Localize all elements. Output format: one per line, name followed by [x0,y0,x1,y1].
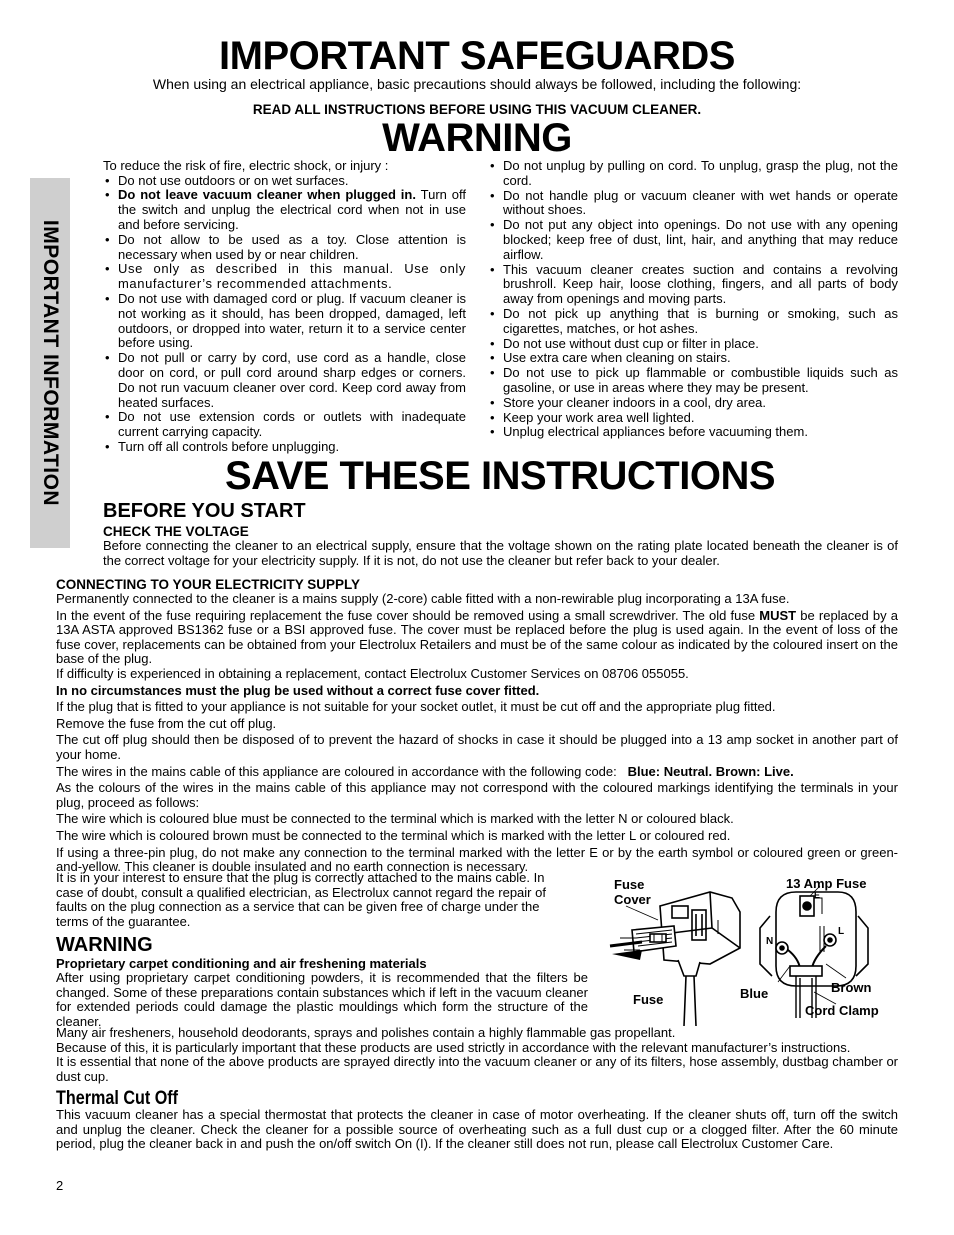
connecting-section [56,577,898,875]
list-item: • Do not leave vacuum cleaner when plugged in. Turn off the switch and unplug the electrical cord when not in use and before servicing. [103,188,466,232]
blue-wire-label: Blue [740,986,769,1001]
list-item: • Do not pull or carry by cord, use cord as a handle, close door on cord, or pull cord around sharp edges or corners. Do not run vacuum cleaner over cord. Keep cord away from heated surfaces. [103,351,466,410]
thermal-text: This vacuum cleaner has a special thermostat that protects the cleaner in case of motor overheating. If the cleaner shuts off, turn off the switch and unplug the cleaner. Check the cleaner for a possible source of overheating such as a full dust cup or a clogged filter. After the 60 minute period, plug the cleaner back in and push the on/off switch On (I). If the cleaner still does not run, please call Electrolux Customer Care. [56,1107,898,1152]
connecting-p10: The wire which is coloured blue must be connected to the terminal which is marked with the letter N or coloured black. [56,811,734,827]
list-item: • Use only as described in this manual. Use only manufacturer’s recommended attachments. [103,262,466,292]
before-you-start-heading: BEFORE YOU START [103,500,306,522]
list-item: • Do not allow to be used as a toy. Close attention is necessary when used by or near children. [103,233,466,263]
warning-right-column [488,159,898,440]
warning-right-list [488,159,898,440]
connecting-p7: The cut off plug should then be disposed of to prevent the hazard of shocks in case it should be plugged into a 13 amp socket in another part of your home. [56,732,898,762]
list-item: • Do not put any object into openings. Do not use with any opening blocked; keep free of dust, lint, hair, and anything that may reduce airflow. [488,218,898,262]
list-item: • Turn off all controls before unplugging. [103,440,466,455]
warning2-p4: It is essential that none of the above products are sprayed directly into the vacuum cleaner or any of its filters, hose assembly, dustbag chamber or dust cup. [56,1054,898,1084]
warning-lead: To reduce the risk of fire, electric shock, or injury : [103,158,389,173]
fuse-label: Fuse [633,992,664,1007]
connecting-p5: If the plug that is fitted to your appliance is not suitable for your socket outlet, it must be cut off and the appropriate plug fitted. [56,699,776,715]
amp-fuse-label: 13 Amp Fuse [786,876,867,891]
save-instructions-title: SAVE THESE INSTRUCTIONS [224,454,776,498]
list-item: • Do not use extension cords or outlets with inadequate current carrying capacity. [103,410,466,440]
terminal-n-label: N [766,936,774,947]
brown-wire-label: Brown [831,980,872,995]
cord-clamp-label: Cord Clamp [805,1003,879,1018]
thermal-heading: Thermal Cut Off [56,1088,179,1109]
list-item: • Keep your work area well lighted. [488,411,898,426]
list-item: • Do not use outdoors or on wet surfaces. [103,174,466,189]
warning2-heading: WARNING [56,934,153,956]
check-voltage-heading: CHECK THE VOLTAGE [103,524,249,539]
list-item: • Do not handle plug or vacuum cleaner with wet hands or operate without shoes. [488,189,898,219]
connecting-p9: As the colours of the wires in the mains cable of this appliance may not correspond with the coloured markings identifying the terminals in your plug, proceed as follows: [56,780,898,810]
warning2-p1: After using proprietary carpet conditioning powders, it is recommended that the filters be changed. Some of these preparations contain substances which if left in the vacuum cleaner for extended periods could damage the plastic mouldings which form the structure of the cleaner. [56,970,588,1029]
check-voltage-text: Before connecting the cleaner to an electrical supply, ensure that the voltage shown on the rating plate located beneath the cleaner is of the correct voltage for your electricity supply. If it is not, do not use the cleaner but refer back to your dealer. [103,538,898,568]
plug-diagram [600,868,910,1028]
list-item: • Do not use with damaged cord or plug. If vacuum cleaner is not working as it should, has been dropped, damaged, left outdoors, or dropped into water, return it to a service center before using. [103,292,466,351]
list-item: • Do not pick up anything that is burning or smoking, such as cigarettes, matches, or hot ashes. [488,307,898,337]
list-item: • Unplug electrical appliances before vacuuming them. [488,425,898,440]
warning2-more [56,1026,898,1084]
page-number: 2 [56,1178,64,1193]
connecting-p1: Permanently connected to the cleaner is a mains supply (2-core) cable fitted with a non-rewirable plug incorporating a 13A fuse. [56,591,790,606]
warning2-subtitle: Proprietary carpet conditioning and air freshening materials [56,956,427,971]
connecting-p4: In no circumstances must the plug be used without a correct fuse cover fitted. [56,682,540,698]
connecting-p2: In the event of the fuse requiring replacement the fuse cover should be removed using a small screwdriver. The old fuse MUST be replaced by a 13A ASTA approved BS1362 fuse or a BSI approved fuse. The cover must be replaced before the plug is used again. In the event of loss of the fuse cover, replacements can be obtained from your Electrolux Retailers and must be of the same colour as indicated by the coloured insert on the base of the plug. [56,607,899,667]
terminal-l-label: L [838,926,845,937]
connecting-p12: If using a three-pin plug, do not make any connection to the terminal marked with the letter E or by the earth symbol or coloured green or green-and-yellow. This cleaner is double insulated and no earth connection is necessary. [56,844,898,875]
warning-title: WARNING [382,116,572,160]
read-all-instructions: READ ALL INSTRUCTIONS BEFORE USING THIS VACUUM CLEANER. [252,102,702,117]
list-item: • Store your cleaner indoors in a cool, dry area. [488,396,898,411]
page-title: IMPORTANT SAFEGUARDS [219,34,735,78]
plug-side-view [610,892,740,1026]
warning-left-column [103,159,466,455]
warning2-section [56,956,588,1029]
plug-wiring-view [760,892,868,1018]
list-item: • Do not use without dust cup or filter in place. [488,337,898,352]
list-item: • Use extra care when cleaning on stairs. [488,351,898,366]
connecting-p11: The wire which is coloured brown must be connected to the terminal which is marked with the letter L or coloured red. [56,827,731,843]
sidebar-label: IMPORTANT INFORMATION [39,219,62,507]
warning2-p2: Many air fresheners, household deodorants, sprays and polishes contain a highly flammable gas propellant. [56,1025,676,1040]
plug-attachment-text: It is in your interest to ensure that the plug is correctly attached to the mains cable. In case of doubt, consult a qualified electrician, as Electrolux cannot regard the repair of faults on the plug connection as a service that can be given free of charge under the terms of the guarantee. [56,870,546,929]
connecting-p6: Remove the fuse from the cut off plug. [56,715,277,731]
connecting-p8: The wires in the mains cable of this appliance are coloured in accordance with the following code: Blue: Neutral. Brown: Live. [56,763,794,779]
list-item: • Do not unplug by pulling on cord. To unplug, grasp the plug, not the cord. [488,159,898,189]
warning2-p3: Because of this, it is particularly important that these products are used strictly in accordance with the relevant manufacturer’s instructions. [56,1039,851,1055]
connecting-p3: If difficulty is experienced in obtaining a replacement, contact Electrolux Customer Services on 08706 055055. [56,665,689,681]
connecting-heading: CONNECTING TO YOUR ELECTRICITY SUPPLY [56,577,361,592]
thermal-section [56,1108,898,1152]
warning-left-list [103,174,466,455]
intro-text: When using an electrical appliance, basic precautions should always be followed, including the following: [152,76,802,92]
list-item: • Do not use to pick up flammable or combustible liquids such as gasoline, or use in areas where they may be present. [488,366,898,396]
list-item: • This vacuum cleaner creates suction and contains a revolving brushroll. Keep hair, loose clothing, fingers, and all parts of body away from openings and moving parts. [488,263,898,307]
terminal-e-label: E [814,890,821,900]
fuse-cover-label: Fuse Cover [614,877,651,907]
